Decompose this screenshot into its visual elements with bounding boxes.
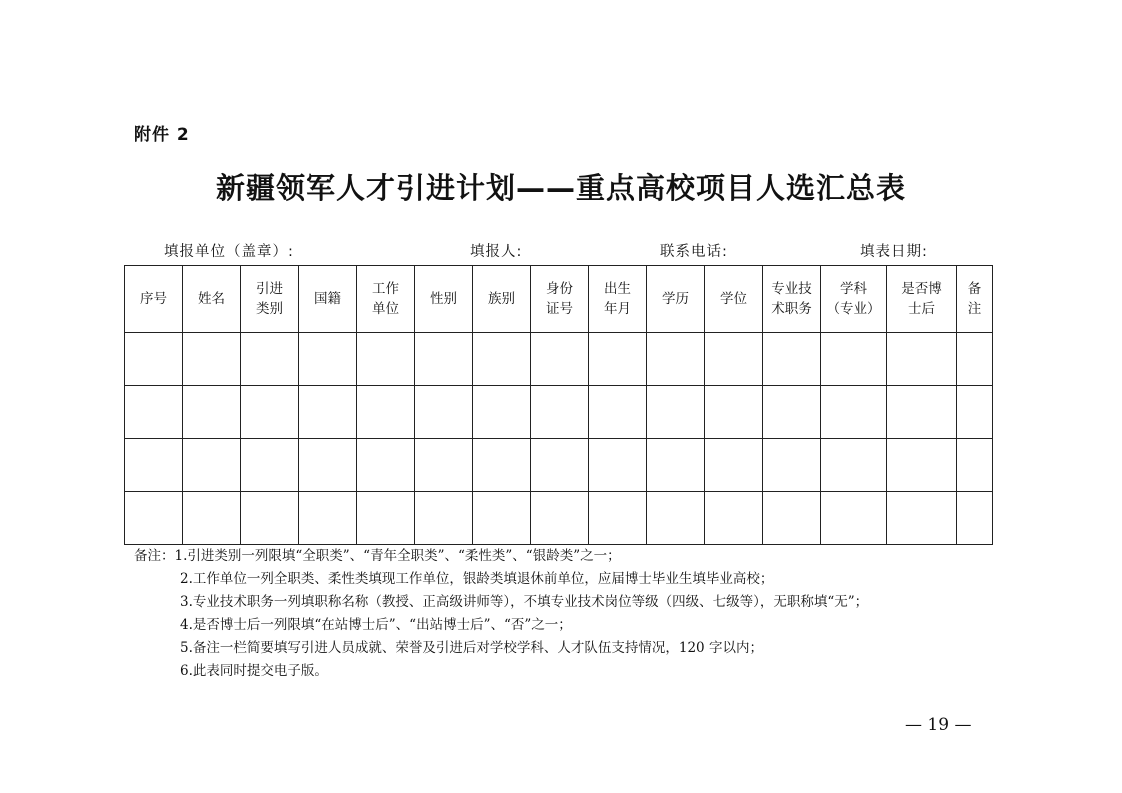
table-cell [415,439,473,492]
column-header-line: 国籍 [314,291,341,307]
column-header-line: 性别 [430,291,457,307]
column-header-line: 备 [967,281,982,297]
table-cell [647,439,705,492]
table-cell [763,439,821,492]
fill-field-phone: 联系电话: [660,244,728,260]
attachment-label: 附件 2 [134,125,190,145]
table-cell [473,386,531,439]
column-header [589,266,647,333]
notes-prefix: 备注： [134,548,175,564]
page-title: 新疆领军人才引进计划——重点高校项目人选汇总表 [215,171,906,205]
summary-table [124,265,993,545]
column-header-line: 学位 [720,291,747,307]
table-cell [357,333,415,386]
column-header-line: 族别 [488,291,515,307]
column-header-line: 专业技 [771,281,812,297]
notes-section [134,545,868,683]
table-cell [125,386,183,439]
table-cell [821,333,887,386]
column-header-line: （专业） [826,301,881,317]
table-cell [415,492,473,545]
table-cell [647,386,705,439]
table-cell [705,439,763,492]
note-item: 2.工作单位一列全职类、柔性类填现工作单位，银龄类填退休前单位，应届博士毕业生填毕业高校； [180,571,774,587]
table-cell [821,492,887,545]
table-cell [647,492,705,545]
column-header-line: 士后 [908,301,935,317]
table-cell [357,439,415,492]
column-header [183,266,241,333]
column-header [241,266,299,333]
table-cell [473,492,531,545]
column-header-line: 年月 [604,301,631,317]
column-header [473,266,531,333]
table-header-row [125,266,993,333]
note-item [134,545,868,568]
table-cell [763,333,821,386]
table-cell [299,492,357,545]
column-header [299,266,357,333]
note-item: 5.备注一栏简要填写引进人员成就、荣誉及引进后对学校学科、人才队伍支持情况，120 字以内； [180,640,763,656]
note-item: 6.此表同时提交电子版。 [180,663,328,679]
column-header-line: 证号 [546,301,573,317]
column-header-line: 工作 [372,281,399,297]
fill-field-unit: 填报单位（盖章）: [164,244,294,260]
table-cell [125,439,183,492]
table-cell [647,333,705,386]
table-cell [183,386,241,439]
table-cell [241,386,299,439]
column-header [705,266,763,333]
table-cell [887,492,957,545]
table-cell [887,439,957,492]
column-header-line: 单位 [372,301,399,317]
table-row [125,333,993,386]
column-header-line: 术职务 [771,301,812,317]
column-header [357,266,415,333]
column-header-line: 学历 [662,291,689,307]
column-header-line: 学科 [840,281,867,297]
note-text: 1.引进类别一列限填“全职类”、“青年全职类”、“柔性类”、“银龄类”之一； [174,548,621,564]
table-cell [415,333,473,386]
table-cell [299,439,357,492]
table-cell [763,386,821,439]
column-header [647,266,705,333]
table-cell [531,386,589,439]
column-header [415,266,473,333]
fill-field-person: 填报人: [470,244,523,260]
table-cell [821,439,887,492]
table-cell [821,386,887,439]
table-cell [589,333,647,386]
table-row [125,386,993,439]
column-header-line: 引进 [256,281,283,297]
table-cell [183,333,241,386]
table-cell [531,492,589,545]
table-cell [957,386,993,439]
note-item: 3.专业技术职务一列填职称名称（教授、正高级讲师等），不填专业技术岗位等级（四级、七级等），无职称填“无”； [180,594,869,610]
column-header [821,266,887,333]
column-header-line: 序号 [140,291,167,307]
table-cell [241,439,299,492]
table-row [125,492,993,545]
table-cell [183,492,241,545]
table-cell [241,333,299,386]
table-cell [887,386,957,439]
column-header [125,266,183,333]
table-cell [957,492,993,545]
table-cell [531,439,589,492]
table-cell [705,492,763,545]
table-cell [705,333,763,386]
table-cell [125,492,183,545]
table-cell [531,333,589,386]
column-header-line: 类别 [256,301,283,317]
column-header [763,266,821,333]
table-cell [887,333,957,386]
page-number: — 19 — [905,715,972,735]
table-cell [763,492,821,545]
table-cell [299,333,357,386]
note-item: 4.是否博士后一列限填“在站博士后”、“出站博士后”、“否”之一； [180,617,572,633]
table-cell [473,333,531,386]
table-cell [957,439,993,492]
table-cell [415,386,473,439]
table-cell [473,439,531,492]
column-header-line: 注 [967,301,982,317]
table-body [125,333,993,545]
column-header-line: 是否博 [901,281,942,297]
table-cell [125,333,183,386]
column-header-line: 出生 [604,281,631,297]
table-row [125,439,993,492]
table-cell [357,492,415,545]
table-cell [589,492,647,545]
table-cell [957,333,993,386]
table-cell [183,439,241,492]
column-header [887,266,957,333]
table-cell [705,386,763,439]
column-header [957,266,993,333]
table-cell [241,492,299,545]
fill-field-date: 填表日期: [860,244,928,260]
column-header-line: 身份 [546,281,573,297]
column-header-line: 姓名 [198,291,225,307]
table-cell [357,386,415,439]
table-cell [299,386,357,439]
table-cell [589,439,647,492]
column-header [531,266,589,333]
table-cell [589,386,647,439]
